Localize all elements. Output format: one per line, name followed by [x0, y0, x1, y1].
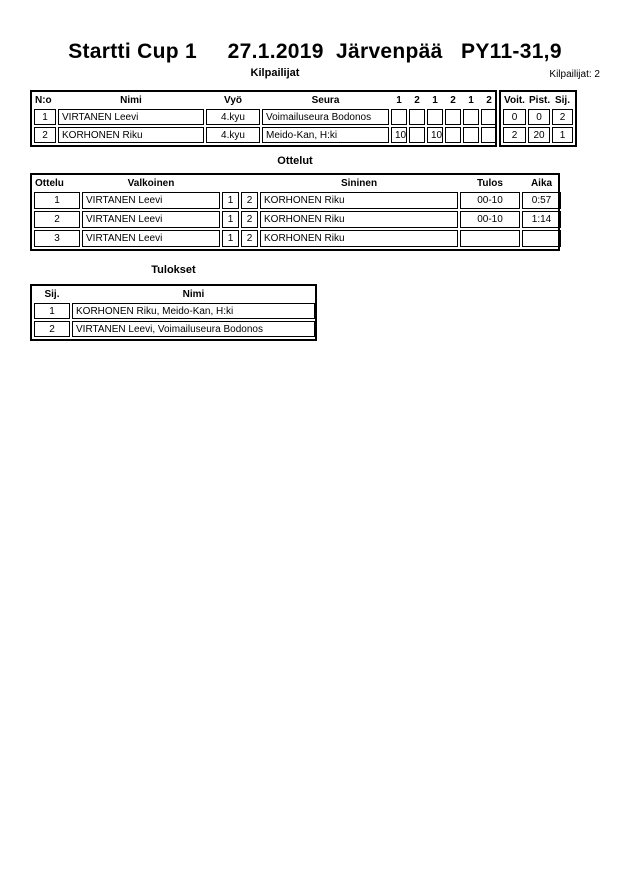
cell-score	[445, 109, 461, 125]
cell-white-name: VIRTANEN Leevi	[82, 211, 220, 228]
header-cell-no: N:o	[35, 95, 52, 106]
cell-time: 1:14	[522, 211, 561, 228]
cell-wins: 2	[503, 127, 526, 143]
match-row	[34, 230, 561, 247]
cell-match-no: 3	[34, 230, 80, 247]
header-cell-place: Sij.	[554, 95, 570, 106]
competitors-table-main	[30, 90, 497, 147]
cell-blue-no: 2	[241, 211, 258, 228]
competitor-summary-row	[503, 109, 573, 125]
cell-name: KORHONEN Riku	[58, 127, 204, 143]
cell-points: 0	[528, 109, 550, 125]
cell-belt: 4.kyu	[206, 127, 260, 143]
cell-place: 1	[34, 303, 70, 319]
header-cell-result: Tulos	[477, 178, 503, 189]
results-table	[30, 284, 317, 341]
result-row	[34, 303, 315, 319]
cell-match-no: 1	[34, 192, 80, 209]
cell-name: VIRTANEN Leevi, Voimailuseura Bodonos	[72, 321, 315, 337]
cell-name: VIRTANEN Leevi	[58, 109, 204, 125]
header-cell-round: 1	[432, 95, 438, 106]
header-cell-time: Aika	[530, 178, 553, 189]
cell-blue-name: KORHONEN Riku	[260, 192, 458, 209]
competitor-row	[34, 127, 497, 143]
match-row	[34, 192, 561, 209]
cell-time	[522, 230, 561, 247]
cell-club: Voimailuseura Bodonos	[262, 109, 389, 125]
cell-white-no: 1	[222, 211, 239, 228]
match-row	[34, 211, 561, 228]
header-cell-round: 2	[486, 95, 492, 106]
header-cell-round: 2	[414, 95, 420, 106]
cell-blue-name: KORHONEN Riku	[260, 211, 458, 228]
participants-count-label: Kilpailijat: 2	[549, 69, 600, 80]
cell-match-no: 2	[34, 211, 80, 228]
competitors-table-main-grid	[32, 92, 499, 145]
competitor-row	[34, 109, 497, 125]
results-section-heading: Tulokset	[151, 264, 196, 276]
competitors-table-summary	[499, 90, 577, 147]
cell-place: 2	[34, 321, 70, 337]
competitors-table-summary-grid	[501, 92, 575, 145]
cell-score	[427, 109, 443, 125]
matches-header-row	[34, 177, 561, 190]
results-table-grid	[32, 286, 317, 339]
competitors-header-row	[34, 94, 497, 107]
header-cell-round: 1	[396, 95, 402, 106]
competitors-section-heading: Kilpailijat	[250, 67, 300, 79]
matches-table	[30, 173, 560, 251]
competitor-summary-row	[503, 127, 573, 143]
cell-score: 10	[427, 127, 443, 143]
cell-white-no: 1	[222, 230, 239, 247]
results-header-row	[34, 288, 315, 301]
header-cell-blue: Sininen	[340, 178, 378, 189]
cell-blue-no: 2	[241, 230, 258, 247]
matches-table-grid	[32, 175, 563, 249]
header-cell-name: Nimi	[120, 95, 142, 106]
header-cell-belt: Vyö	[224, 95, 242, 106]
cell-club: Meido-Kan, H:ki	[262, 127, 389, 143]
matches-section-heading: Ottelut	[277, 155, 313, 167]
cell-result: 00-10	[460, 192, 520, 209]
cell-no: 2	[34, 127, 56, 143]
cell-score	[391, 109, 407, 125]
cell-wins: 0	[503, 109, 526, 125]
header-cell-blank	[241, 177, 258, 190]
header-cell-round: 2	[450, 95, 456, 106]
cell-score	[463, 109, 479, 125]
cell-points: 20	[528, 127, 550, 143]
cell-score	[481, 109, 497, 125]
cell-place: 2	[552, 109, 573, 125]
header-cell-place: Sij.	[44, 289, 60, 300]
header-cell-match-no: Ottelu	[35, 178, 64, 189]
cell-score	[445, 127, 461, 143]
cell-time: 0:57	[522, 192, 561, 209]
header-cell-wins: Voit.	[504, 95, 525, 106]
result-row	[34, 321, 315, 337]
cell-no: 1	[34, 109, 56, 125]
header-cell-round: 1	[468, 95, 474, 106]
header-cell-blank	[222, 177, 239, 190]
header-cell-club: Seura	[311, 95, 340, 106]
competitors-summary-header-row	[503, 94, 573, 107]
cell-blue-no: 2	[241, 192, 258, 209]
header-cell-points: Pist.	[529, 95, 550, 106]
cell-white-no: 1	[222, 192, 239, 209]
cell-name: KORHONEN Riku, Meido-Kan, H:ki	[72, 303, 315, 319]
cell-score	[409, 109, 425, 125]
page-title: Startti Cup 1 27.1.2019 Järvenpää PY11-31,9	[68, 40, 562, 63]
cell-result	[460, 230, 520, 247]
header-cell-white: Valkoinen	[127, 178, 175, 189]
cell-score	[481, 127, 497, 143]
cell-white-name: VIRTANEN Leevi	[82, 230, 220, 247]
cell-result: 00-10	[460, 211, 520, 228]
cell-score	[463, 127, 479, 143]
header-cell-name: Nimi	[182, 289, 205, 300]
cell-white-name: VIRTANEN Leevi	[82, 192, 220, 209]
cell-blue-name: KORHONEN Riku	[260, 230, 458, 247]
cell-score: 10	[391, 127, 407, 143]
cell-place: 1	[552, 127, 573, 143]
cell-belt: 4.kyu	[206, 109, 260, 125]
cell-score	[409, 127, 425, 143]
